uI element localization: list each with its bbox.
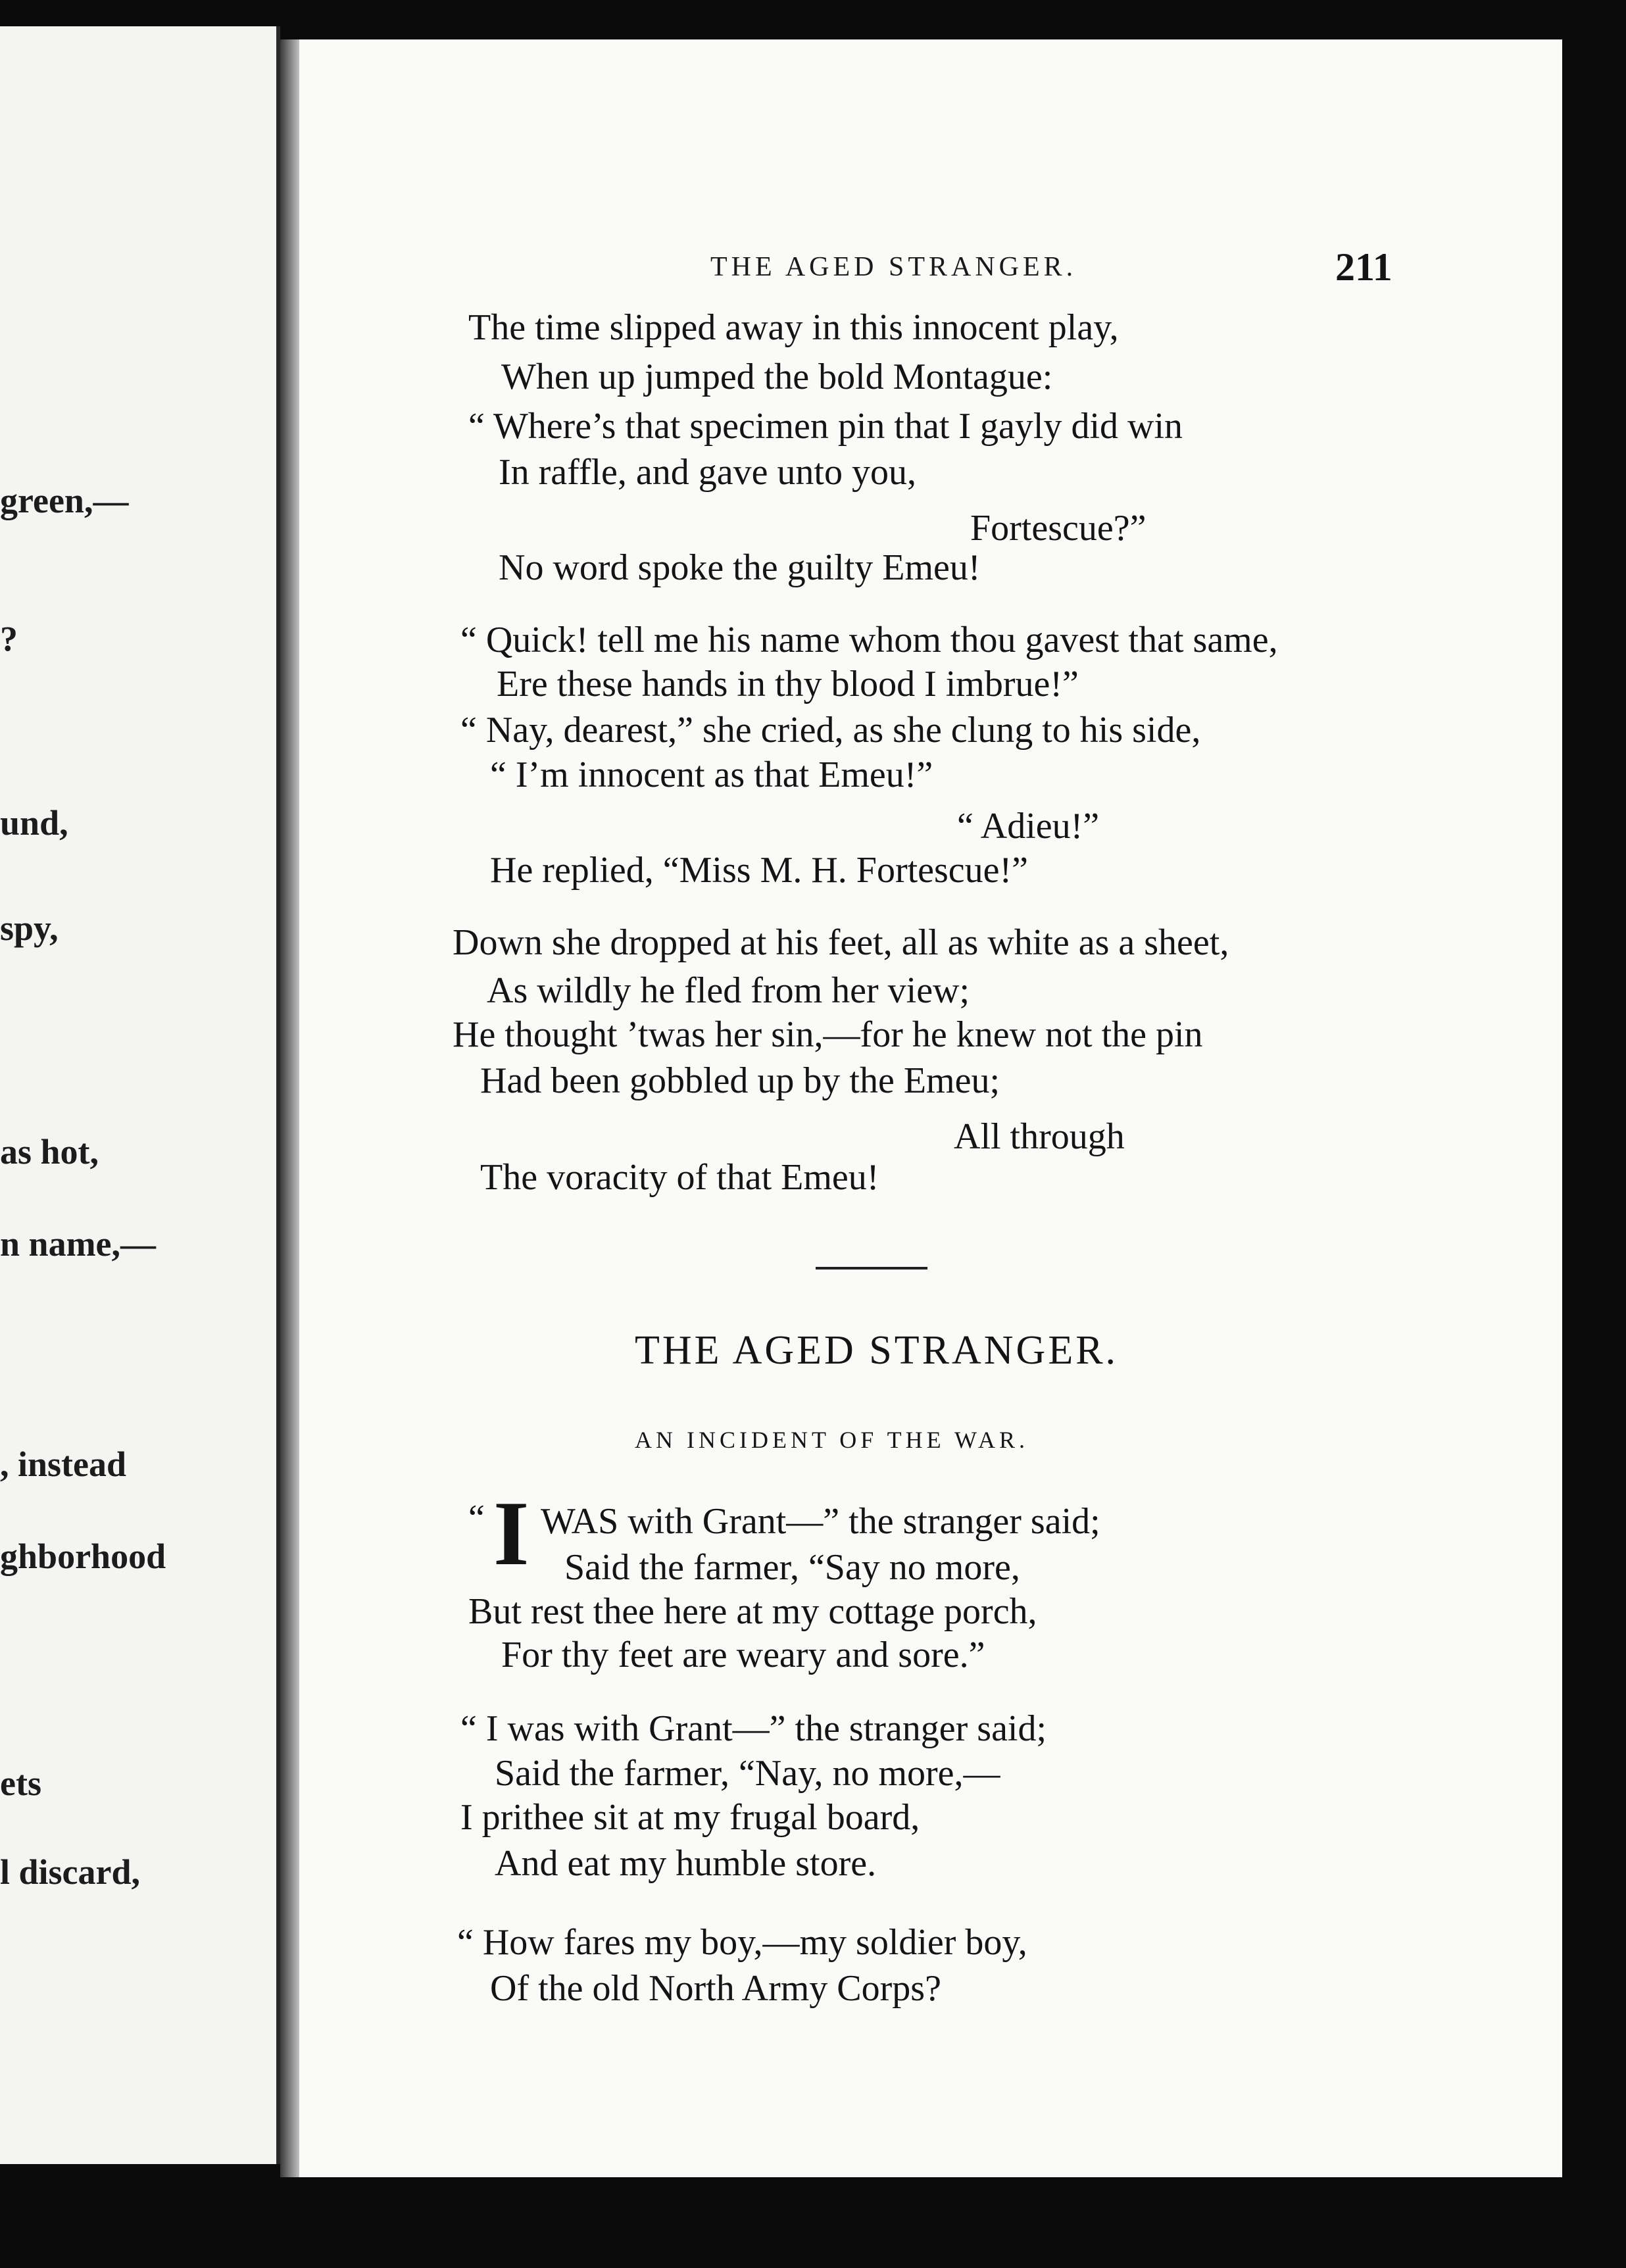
poem-line: When up jumped the bold Montague: (501, 357, 1053, 397)
poem-line: Ere these hands in thy blood I imbrue!” (497, 664, 1079, 704)
poem-line: Said the farmer, “Say no more, (564, 1547, 1020, 1588)
running-head: THE AGED STRANGER. (710, 252, 1077, 282)
left-fragment: und, (0, 803, 68, 843)
left-fragment: ets (0, 1763, 41, 1803)
poem-line: I prithee sit at my frugal board, (460, 1797, 920, 1838)
poem-title: THE AGED STRANGER. (635, 1328, 1119, 1373)
opening-quote: “ (468, 1498, 485, 1539)
poem-line: No word spoke the guilty Emeu! (499, 547, 981, 588)
drop-cap: I (493, 1483, 530, 1585)
poem-line: He replied, “Miss M. H. Fortescue!” (490, 850, 1029, 891)
poem-line: As wildly he fled from her view; (487, 970, 970, 1011)
poem-line: Said the farmer, “Nay, no more,— (495, 1753, 1000, 1794)
poem-line: Down she dropped at his feet, all as white as a sheet, (453, 922, 1229, 963)
poem-line: And eat my humble store. (495, 1843, 877, 1884)
poem-line: “ Nay, dearest,” she cried, as she clung to his side, (460, 710, 1201, 751)
left-fragment: ghborhood (0, 1537, 166, 1576)
left-facing-page (0, 26, 280, 2164)
left-fragment: , instead (0, 1444, 127, 1484)
poem-line: “ I’m innocent as that Emeu!” (490, 754, 933, 795)
poem-line: He thought ’twas her sin,—for he knew not the pin (453, 1014, 1203, 1055)
poem-line: The time slipped away in this innocent play, (468, 307, 1119, 348)
poem-line: “ Where’s that specimen pin that I gayly did win (468, 406, 1183, 447)
poem-line: Of the old North Army Corps? (490, 1968, 941, 2009)
poem-subtitle: AN INCIDENT OF THE WAR. (635, 1427, 1029, 1453)
left-fragment: spy, (0, 908, 59, 948)
left-fragment: l discard, (0, 1852, 141, 1892)
poem-line: “ How fares my boy,—my soldier boy, (457, 1922, 1027, 1963)
page-number: 211 (1335, 245, 1392, 289)
poem-line: In raffle, and gave unto you, (499, 452, 916, 493)
poem-line: “ Quick! tell me his name whom thou gavest that same, (460, 620, 1278, 660)
poem-line: WAS with Grant—” the stranger said; (541, 1501, 1100, 1542)
poem-line: For thy feet are weary and sore.” (501, 1635, 985, 1675)
poem-line: But rest thee here at my cottage porch, (468, 1591, 1037, 1632)
left-fragment: as hot, (0, 1132, 99, 1171)
section-divider (816, 1267, 927, 1270)
poem-line: All through (954, 1116, 1125, 1157)
poem-line: The voracity of that Emeu! (480, 1157, 879, 1198)
left-fragment: n name,— (0, 1224, 157, 1264)
poem-line: “ I was with Grant—” the stranger said; (460, 1708, 1047, 1749)
poem-line: “ Adieu!” (957, 806, 1100, 847)
left-fragment: green,— (0, 481, 129, 520)
left-fragment: ? (0, 619, 18, 658)
poem-line: Had been gobbled up by the Emeu; (480, 1060, 1000, 1101)
poem-line: Fortescue?” (970, 508, 1146, 549)
